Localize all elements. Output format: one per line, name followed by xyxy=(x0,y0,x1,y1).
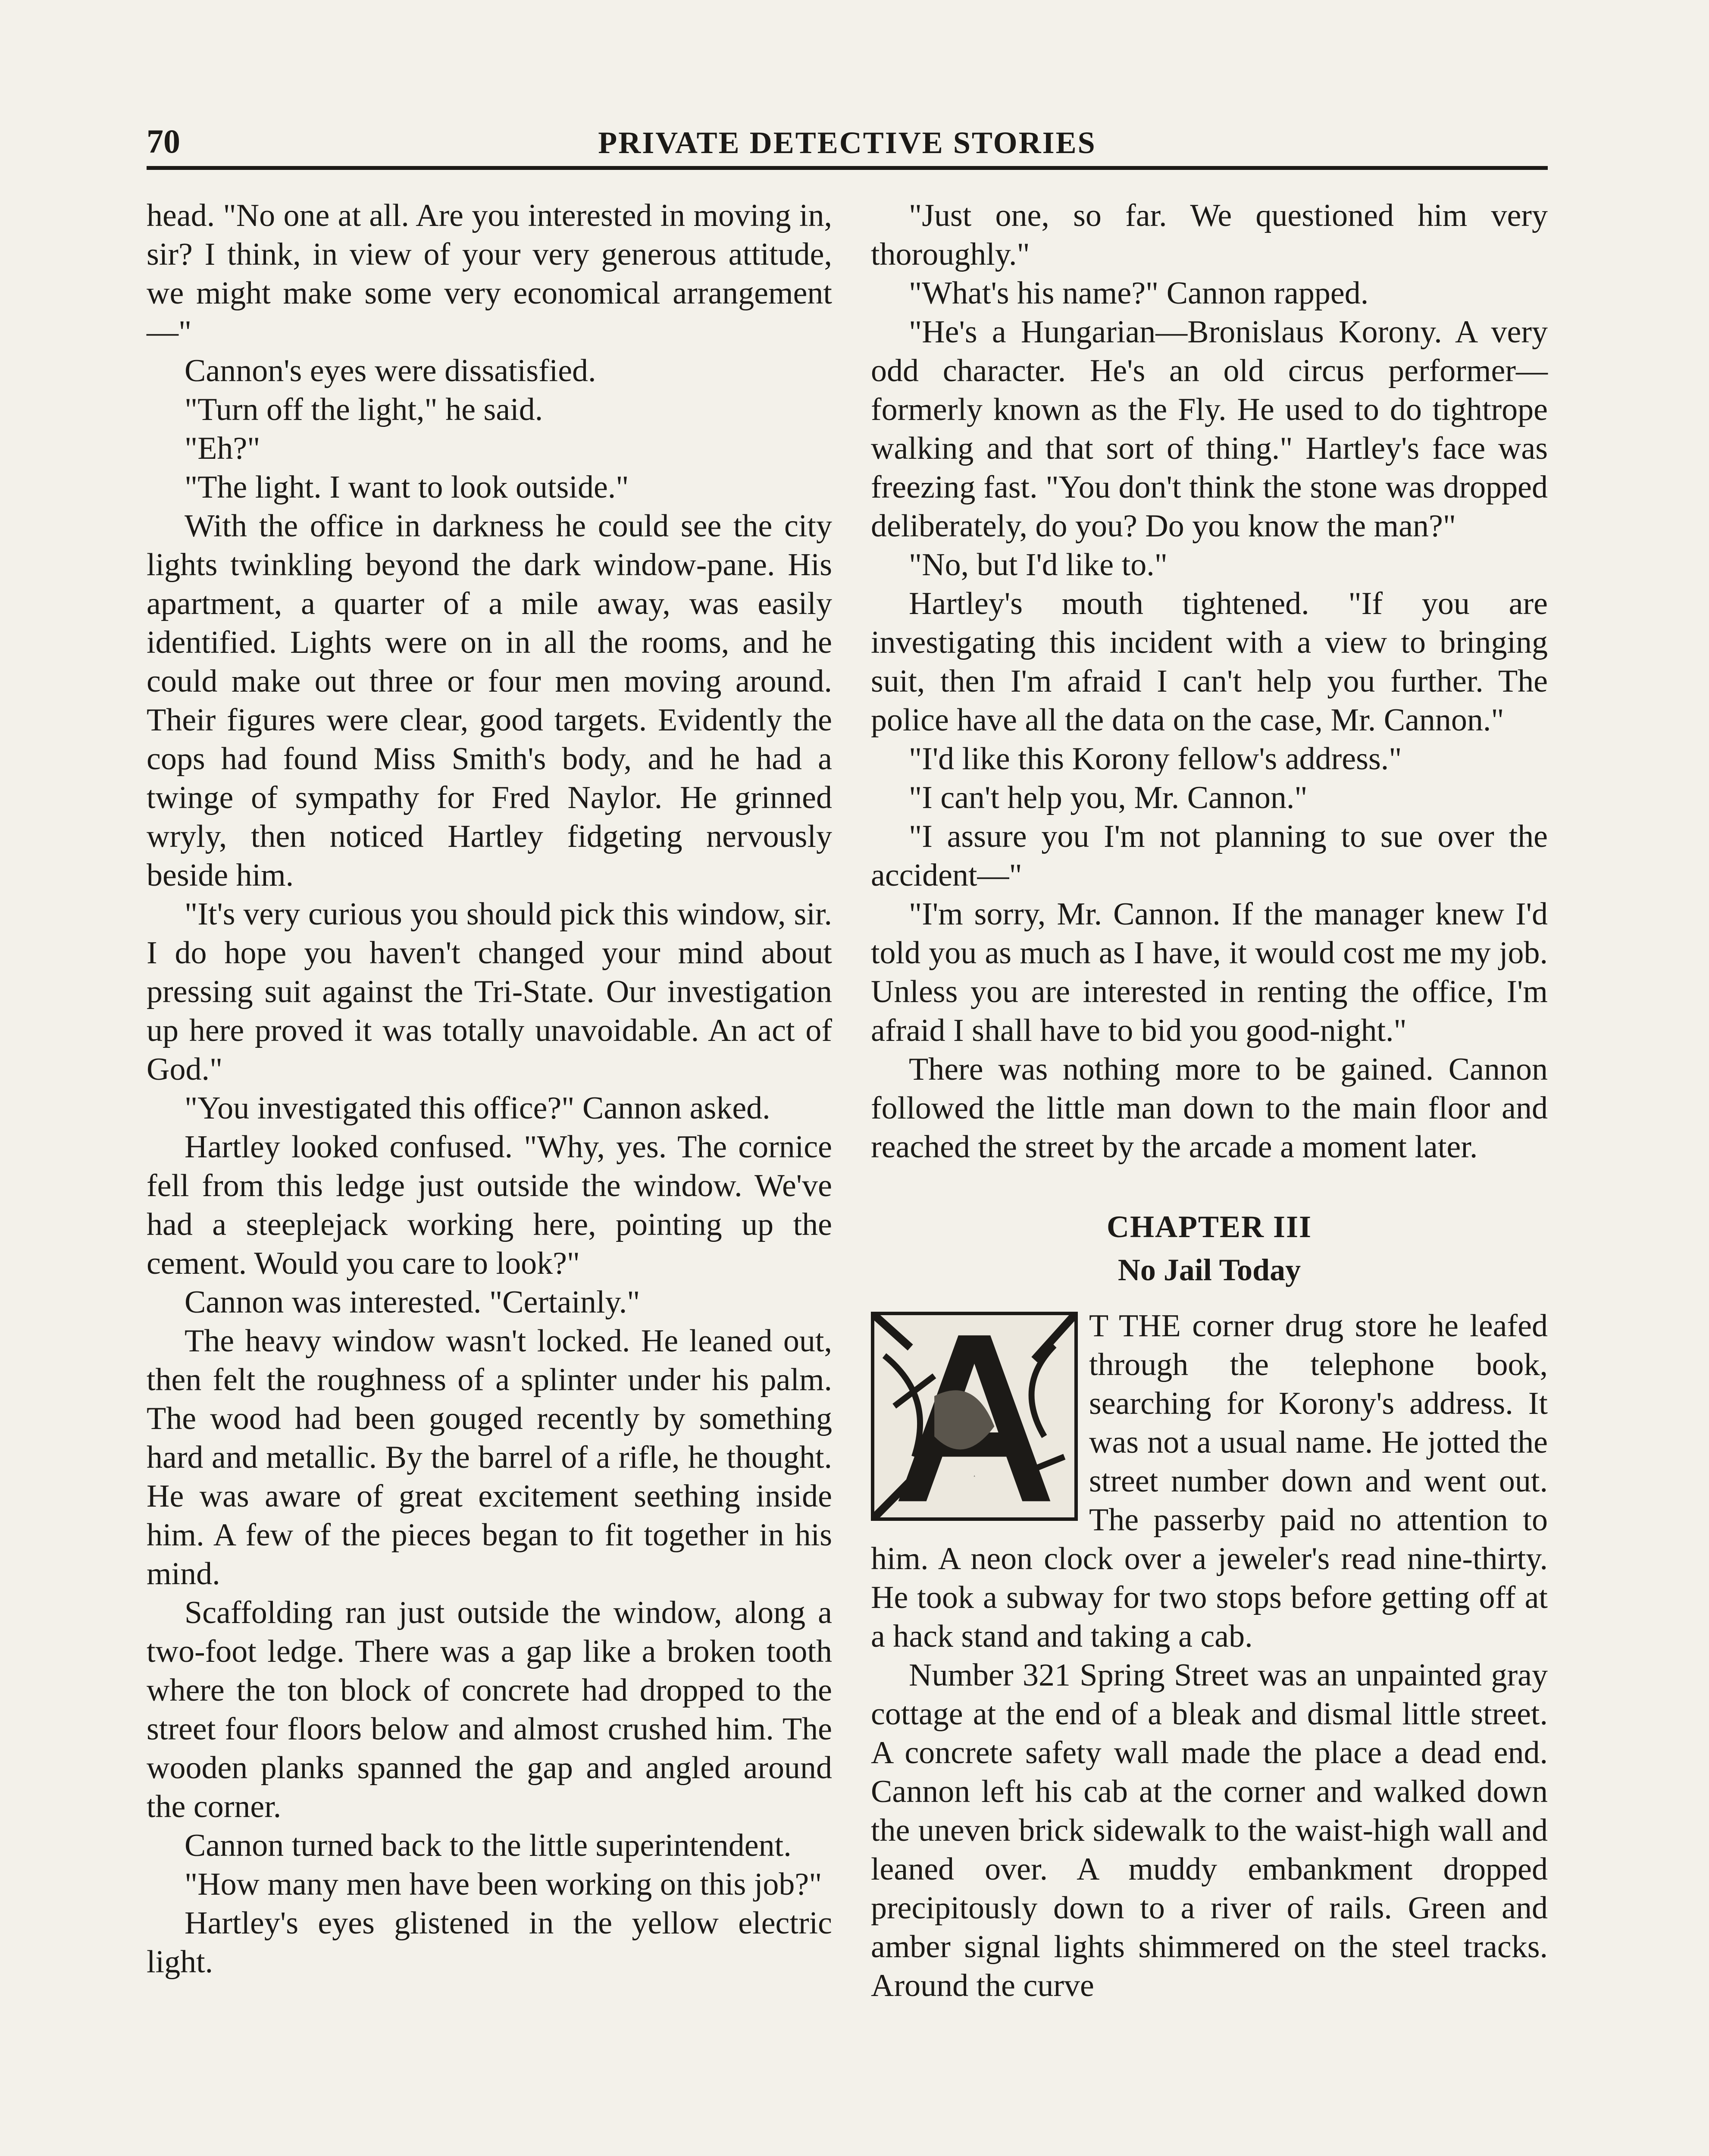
chapter-heading: CHAPTER III xyxy=(1106,1210,1312,1244)
paragraph: Hartley looked confused. "Why, yes. The cornice fell from this ledge just outside the window. We've had a steeplejack working here, pointing up the cement. Would you care to look?" xyxy=(147,1129,832,1281)
dropcap-art xyxy=(874,1315,1074,1517)
paragraph: Cannon was interested. "Certainly." xyxy=(185,1285,640,1320)
left-column xyxy=(147,196,832,1981)
paragraph: Cannon's eyes were dissatisfied. xyxy=(185,353,596,389)
paragraph: Scaffolding ran just outside the window, along a two-foot ledge. There was a gap like a broken tooth where the ton block of concrete had dropped to the street four floors below and almost crushed him. The wooden planks spanned the gap and angled around the corner. xyxy=(147,1595,832,1824)
paragraph: "The light. I want to look outside." xyxy=(185,470,629,505)
paragraph: The heavy window wasn't locked. He leaned out, then felt the roughness of a splinter under his palm. The wood had been gouged recently by something hard and metallic. By the barrel of a rifle, he thought. He was aware of great excitement seething inside him. A few of the pieces began to fit together in his mind. xyxy=(147,1323,832,1592)
paragraph: Cannon turned back to the little superintendent. xyxy=(185,1828,792,1863)
dropcap-illustration xyxy=(871,1312,1078,1521)
paragraph: "Just one, so far. We questioned him very thoroughly." xyxy=(871,198,1548,272)
paragraph: "No, but I'd like to." xyxy=(909,547,1168,583)
page-header xyxy=(147,110,1548,170)
paragraph: head. "No one at all. Are you interested in moving in, sir? I think, in view of your very generous attitude, we might make some very economical arrangement—" xyxy=(147,198,832,350)
paragraph: "How many men have been working on this job?" xyxy=(185,1867,822,1902)
paragraph: T THE corner drug store he leafed through the telephone book, searching for Korony's address. It was not a usual name. He jotted the street number down and went out. The passerby paid no attention to him. A neon clock over a jeweler's read nine-thirty. He took a subway for two stops before getting off at a hack stand and taking a cab. xyxy=(871,1308,1548,1654)
chapter-opening xyxy=(871,1307,1548,2005)
paragraph: Number 321 Spring Street was an unpainted gray cottage at the end of a bleak and dismal little street. A concrete safety wall made the place a dead end. Cannon left his cab at the corner and walked down the uneven brick sidewalk to the waist-high wall and leaned over. A muddy embankment dropped precipitously down to a river of rails. Green and amber signal lights shimmered on the steel tracks. Around the curve xyxy=(871,1658,1548,2003)
journal-title: PRIVATE DETECTIVE STORIES xyxy=(598,125,1096,160)
paragraph: "Turn off the light," he said. xyxy=(185,392,543,427)
paragraph: "I assure you I'm not planning to sue over the accident—" xyxy=(871,819,1548,893)
paragraph: "Eh?" xyxy=(185,431,260,466)
paragraph: "I'm sorry, Mr. Cannon. If the manager knew I'd told you as much as I have, it would cost me my job. Unless you are interested in renting the office, I'm afraid I shall have to bid you good-night." xyxy=(871,896,1548,1048)
paragraph: "He's a Hungarian—Bronislaus Korony. A very odd character. He's an old circus performer—formerly known as the Fly. He used to do tightrope walking and that sort of thing." Hartley's face was freezing fast. "You don't think the stone was dropped deliberately, do you? Do you know the man?" xyxy=(871,314,1548,544)
paragraph: Hartley's mouth tightened. "If you are investigating this incident with a view to bringing suit, then I'm afraid I can't help you further. The police have all the data on the case, Mr. Cannon." xyxy=(871,586,1548,738)
paragraph: "What's his name?" Cannon rapped. xyxy=(909,276,1369,311)
paragraph: "It's very curious you should pick this window, sir. I do hope you haven't changed your mind about pressing suit against the Tri-State. Our investigation up here proved it was totally unavoidable. An act of God." xyxy=(147,896,832,1087)
paragraph: Hartley's eyes glistened in the yellow electric light. xyxy=(147,1905,832,1980)
paragraph: There was nothing more to be gained. Cannon followed the little man down to the main floor and reached the street by the arcade a moment later. xyxy=(871,1052,1548,1165)
paragraph: "I'd like this Korony fellow's address." xyxy=(909,741,1402,777)
paragraph: With the office in darkness he could see the city lights twinkling beyond the dark window-pane. His apartment, a quarter of a mile away, was easily identified. Lights were on in all the rooms, and he could make out three or four men moving around. Their figures were clear, good targets. Evidently the cops had found Miss Smith's body, and he had a twinge of sympathy for Fred Naylor. He grinned wryly, then noticed Hartley fidgeting nervously beside him. xyxy=(147,508,832,893)
chapter-subtitle: No Jail Today xyxy=(1117,1253,1301,1287)
paragraph: "I can't help you, Mr. Cannon." xyxy=(909,780,1308,815)
right-column xyxy=(871,196,1548,2005)
dropcap-letter: A xyxy=(973,1476,975,1478)
page-number: 70 xyxy=(147,122,180,160)
paragraph: "You investigated this office?" Cannon asked. xyxy=(185,1091,770,1126)
